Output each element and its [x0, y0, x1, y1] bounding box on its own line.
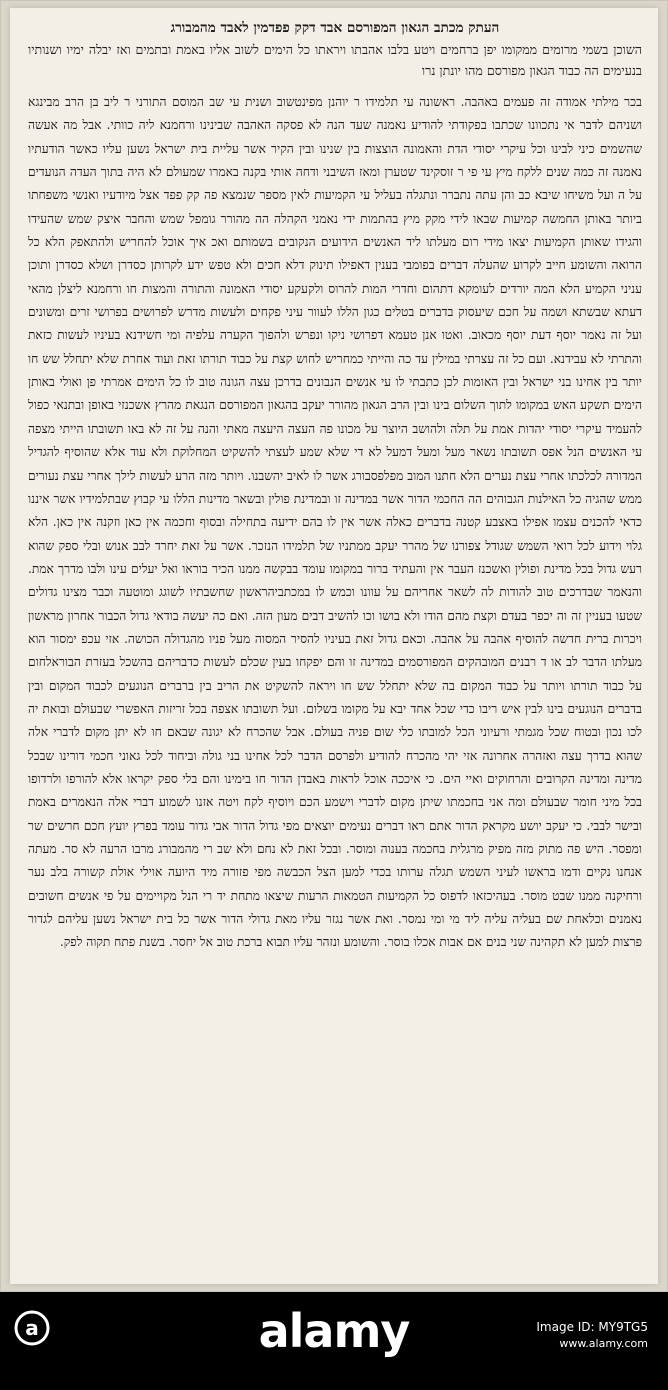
watermark-logo: alamy [258, 1304, 410, 1358]
document-intro: השוכן בשמי מרומים ממקומו יפן ברחמים ויטע בלבו אהבתו ויראתו כל הימים לשוב אליו באמת ובתמים ואז יבלה ימיו ושנותיו בנעימים הה כבוד הגאון מפורסם מהו יונתן נרו [28, 42, 642, 78]
document-body [28, 91, 642, 955]
document-heading [28, 18, 642, 81]
watermark-image-id: Image ID: MY9TG5 [536, 1320, 648, 1334]
watermark-url: www.alamy.com [559, 1337, 648, 1350]
svg-text:a: a [25, 1316, 39, 1340]
document-text [28, 18, 642, 1274]
document-title: העתק מכתב הגאון המפורסם אבד דקק פפדמין לאבד מהמבורג [170, 20, 500, 36]
document-page [10, 8, 658, 1284]
document-paragraph: בכר מילתי אמודה זה פעמים באהבה. ראשונה עי תלמידו ר יוהנן מפינטשוב ושנית עי שב המוסם התורני ר ליב בן הרב מבינגא ושניהם לדבר אי נתכוונו שכתבו בפקודתי להודיע נאמנה שעד הנה לא פסקה האהבה שבינינו ורחמנא ליה כוותי. אבל מה אעשה שהשמים כיני לבינו וכל עיקרי יסודי הדת והאמונה הוצצות בין שנינו ובין הקיר אשר עליית בית ישראל נשען עליו כאשר הודעתיו נאמנה זה כמה שנים ללקח מיץ עי פי ר זוסקינד שטערן ומאז השיבני ודחה אותי בקנה באמרו שמעולם לא היה בתוך העדה הנועדים על ה ועל משיחו שיבא כב והן עתה נתברר ונתגלה בעליל עי הקמיעות לאין מספר שנמצא פה קק פפד אצל מיודעיו ואנשי משפחתו ביותר באותן החמשה קמיעות שבאו לידי מקק מיץ בהתמות ידי נאמני הקהלה הה מהורר גומפל שמש והחבר איצק שמש שהעידו והגידו שאותן הקמיעות יצאו מידי רום מעלתו ליד האנשים הידועים הנקובים בשמותם ואכ איך אוכל להחריש ולהתאפק הלא כל הרואה והשומע חייב לקרוע שהעלה דברים בפומבי בענין דאפילו תינוק דלא חכים ולא טפש ידע לקרותן כסדרן ושלא כסדרן ותוכן עניני הקמיע הלא המה יורדים לעומקא דתהום וחדרי המות להרוס ולקעקע יסודי האמונה והתורה והמצות חו ורחמנא ליצלן מהאי דעתא שבשתא ושמה על חכם שיעסוק בדברים בטלים כגון הללו לעוור עיני פקחים ולעשות מדרש לפרושים בפרושי זרים ומשונים ועל זה נאמר יוסף דעת יוסף מכאוב. ואטו אנן טעמא דפרושי ניקו ונפרש ולהפוך הקערה עלפיה ומי חשידנא בעיניו לעשות כזאת והתרתי לא עבידנא. ועם כל זה עצרתי במילין עד כה והייתי כמחריש לחוש קצת על כבוד תורתו זאת ועוד אחרת שלא יתחלל שש חו יותר בין אחינו בני ישראל ובין האומות לכן כתבתי לו עי אנשים הנבונים בדרכן עצה הגונה טוב לו כל הימים אמרתי פן ואולי באותן הימים תשקע האש במקומו לתוך השלום בינו ובין הרב הגאון מהורר יעקב בהגאון המפורסם הנגאת מהרץ אשכנזי באופן ובתנאי כפול להעמיד עיקרי יסודי יהדות אמת על תלה ולהושב היוצר על מכונו פה העצה היעצה מאתי והנה על זה לא באו תשובתו הייתי מצפה עי האנשים הנל אפס תשובתו נשאר מעל ומעל דמעל לא די שלא שמע לעצתי להשקיט המחלוקת ולא עוד אלא שהוסיף להגדיל המדורה לכלכתו אחרי עצת נערים הלא חתנו המוב מפלפסבורג אשר לו לאיב יהשבנו. ויותר מזה הרע לעשות לילך אחרי עצת נעורים ממש שהגיה כל האילנות הגבוהים הה החכמי הדור אשר במדינה זו ובמדינת פולין ובשאר מדינות הללו עי קבוץ שבתלמידיו אשר איננו כדאי להכנים עצמו אפילו באצבע קטנה בדברים כאלה אשר אין לו בהם ידיעה בתחילה ובסוף וחכמה אין כאן וזקנה אין כאן. הלא גלוי וידוע לכל רואי השמש שגודל צפורנו של מהרר יעקב ממתניו של תלמידו הנזכר. אשר על זאת יחרד לבב אנוש ובלי ספק שהוא רעש גדול בכל מדינת ופולין ואשכנז העבר אין והעתיד ברור במקומו עומד בבקשה ממנו הכיר בוראו ואל יעלים עינו ולבו מדרך אמת. והנאמר שבדרכים טוב להודות לה לשאר אחריהם על עוונו וכמש לו במכתביהראשון שחשבתיו לשוגג ומוטעה וכבר מצינו גדולים שטעו בעניין זה וה יכפר בעדם וקצת מהם הודו ולא בושו וכו להשיב דבים מעון הזה. ואם כה יעשה בודאי גדול הכבור אחרון מראשון ויכרות ברית חדשה להוסיף אהבה על אהבה. וכאם גדול זאת בעיניו להסיר המסוה מעל פניו מהגדולה הכושה. אזי עכפ ימסור הוא מעלתו הדבר לב או ד רבנים המובהקים המפורסמים במדינה זו והם יפקחו בעין שכלם לעשות כדבריהם בהשכל בעזרת הבוראלחום על כבוד תורתו ויותר על כבוד המקום בה שלא יתחלל שש חו ויראה להשקיט את הריב בין ברברים הנוגעים לכבוד המקום ובין בדברים הנוגעים בינו לבין איש ריבו כדי שכל אחד יבא על מקומו בשלום. ועל תשובתו אצפה בכל זריזות האפשרי שבעולם ובואת יה לכו נכון ובטוח שכל מגמתי ורעיוני הכל למובתו כלי שום פניה בעולם. אבל שהכרח לא יגונה שבאם חו לא יתן מקום לדברי אלה שהוא בדרך עצה ואזהרה אחרונה אזי יהי מהכרח להודיע ולפרסם הדבר לכל אחינו בני גולה וביחוד לכל גאוני חכמי דורינו שבכל מדינה ומדינה הקרובים והרחוקים ואיי הים. כי איככה אוכל לראות באבדן הדור חו בימינו והם בלי ספק יקראו אלא להורפו ולרדופו בכל מיני חומר שבעולם ומה אני בחכמתו שיתן מקום לדברי וישמע הכם ויוסיף לקח ויטה אזנו לשמוע דברי אלה הנאמרים באמת ובישר לבבי. כי יעקב יושע מקראק הדור אתם ראו דברים נעימים יוצאים מפי גדול הדור אבי גדור עומד בפרץ יועץ חכם חרשים שר ומפסר. היש פה מתוק מזה מפיק מרגלית בחכמה בענוה ומוסר. ובכל זאת לא נחם ולא שב רי מהמבורג מרבו הרעה לא סר. מעתה אנחנו נקיים ודמו בראשו לעיני השמש תגלה ערותו בכדי למען הצל הכבשה מפי פזורה מיד היועה אוילי אולת קשורה בלב נער ורחיקנה ממנו שבט מוסר. בעהיכזאו לדפוס כל הקמיעות הטמאות הרעות שיצאו מתחת יד רי הנל מקויימים על פי אנשים חשובים נאמנים וכלאחת שם בעליה עליה ליד מי ומי נמסר. ואת אשר נגזר עליו מאת גדולי הדור אשר כל בית ישראל נשען עליהם לגדור פרצות למען לא תקהינה שני בנים אם אבות אכלו בוסר. והשומע ונזהר עליו תבוא ברכת טוב אל יחסר. בשנת פתח תקוה לפק. [28, 95, 643, 950]
watermark-band [0, 1292, 668, 1390]
